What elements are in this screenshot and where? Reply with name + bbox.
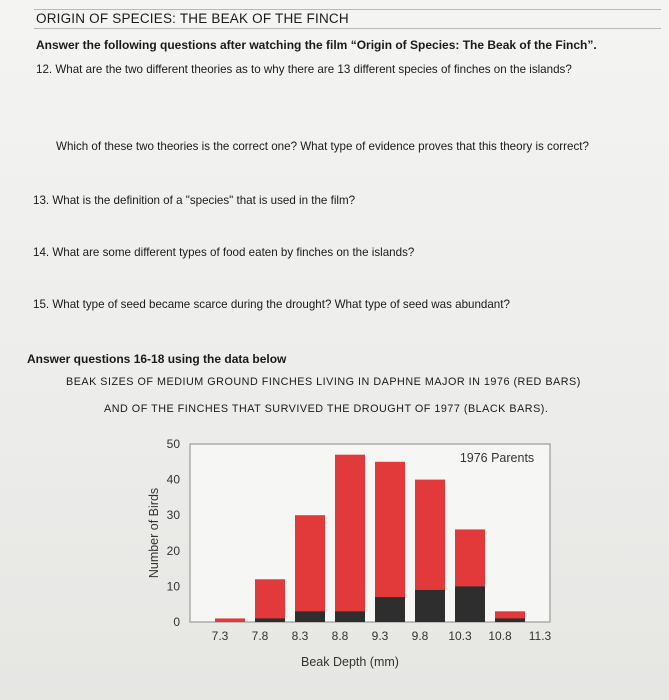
question-13: 13. What is the definition of a "species" that is used in the film? xyxy=(33,194,356,207)
y-tick-label: 0 xyxy=(173,615,180,629)
y-tick-label: 20 xyxy=(166,543,180,558)
y-tick-label: 50 xyxy=(166,437,180,451)
y-axis-label: Number of Birds xyxy=(147,487,161,579)
legend-label: 1976 Parents xyxy=(459,451,535,465)
bar-1977-10.3 xyxy=(455,586,485,622)
y-tick-label: 40 xyxy=(166,472,180,487)
x-tick-label: 10.8 xyxy=(488,629,512,643)
question-14: 14. What are some different types of food eaten by finches on the islands? xyxy=(33,246,415,259)
bar-1977-9.3 xyxy=(375,597,405,622)
x-tick-label: 7.8 xyxy=(251,629,269,643)
x-tick-label: 8.3 xyxy=(291,629,309,643)
question-12-followup: Which of these two theories is the correct one? What type of evidence proves that this theory is correct? xyxy=(56,140,589,153)
bar-1976-7.8 xyxy=(255,579,285,622)
y-tick-label: 30 xyxy=(166,508,180,523)
x-tick-label: 8.8 xyxy=(331,629,349,643)
page-title: ORIGIN OF SPECIES: THE BEAK OF THE FINCH xyxy=(34,9,661,29)
beak-depth-chart xyxy=(140,430,560,670)
bar-1976-7.3 xyxy=(215,618,245,622)
x-tick-label: 11.3 xyxy=(528,629,552,643)
bar-1976-8.8 xyxy=(335,455,365,622)
x-axis-label: Beak Depth (mm) xyxy=(301,655,399,669)
chart-caption-line-1: BEAK SIZES OF MEDIUM GROUND FINCHES LIVING IN DAPHNE MAJOR IN 1976 (RED BARS) xyxy=(66,376,581,388)
bar-1977-7.8 xyxy=(255,618,285,622)
bar-1977-9.8 xyxy=(415,590,445,622)
bar-1977-8.8 xyxy=(335,611,365,622)
question-15: 15. What type of seed became scarce during the drought? What type of seed was abundant? xyxy=(33,298,510,311)
x-tick-label: 9.3 xyxy=(371,629,389,643)
plot-area xyxy=(190,444,550,622)
question-12: 12. What are the two different theories as to why there are 13 different species of finches on the islands? xyxy=(36,63,572,76)
instructions: Answer the following questions after watching the film “Origin of Species: The Beak of the Finch”. xyxy=(36,38,597,52)
chart-caption-line-2: AND OF THE FINCHES THAT SURVIVED THE DROUGHT OF 1977 (BLACK BARS). xyxy=(104,403,549,415)
y-tick-label: 10 xyxy=(166,579,180,594)
section-heading: Answer questions 16-18 using the data below xyxy=(27,352,287,366)
x-tick-label: 10.3 xyxy=(448,629,472,643)
bar-1977-8.3 xyxy=(295,611,325,622)
x-tick-label: 7.3 xyxy=(211,629,229,643)
bar-1976-8.3 xyxy=(295,515,325,622)
bar-1977-10.8 xyxy=(495,618,525,622)
x-tick-label: 9.8 xyxy=(411,629,429,643)
